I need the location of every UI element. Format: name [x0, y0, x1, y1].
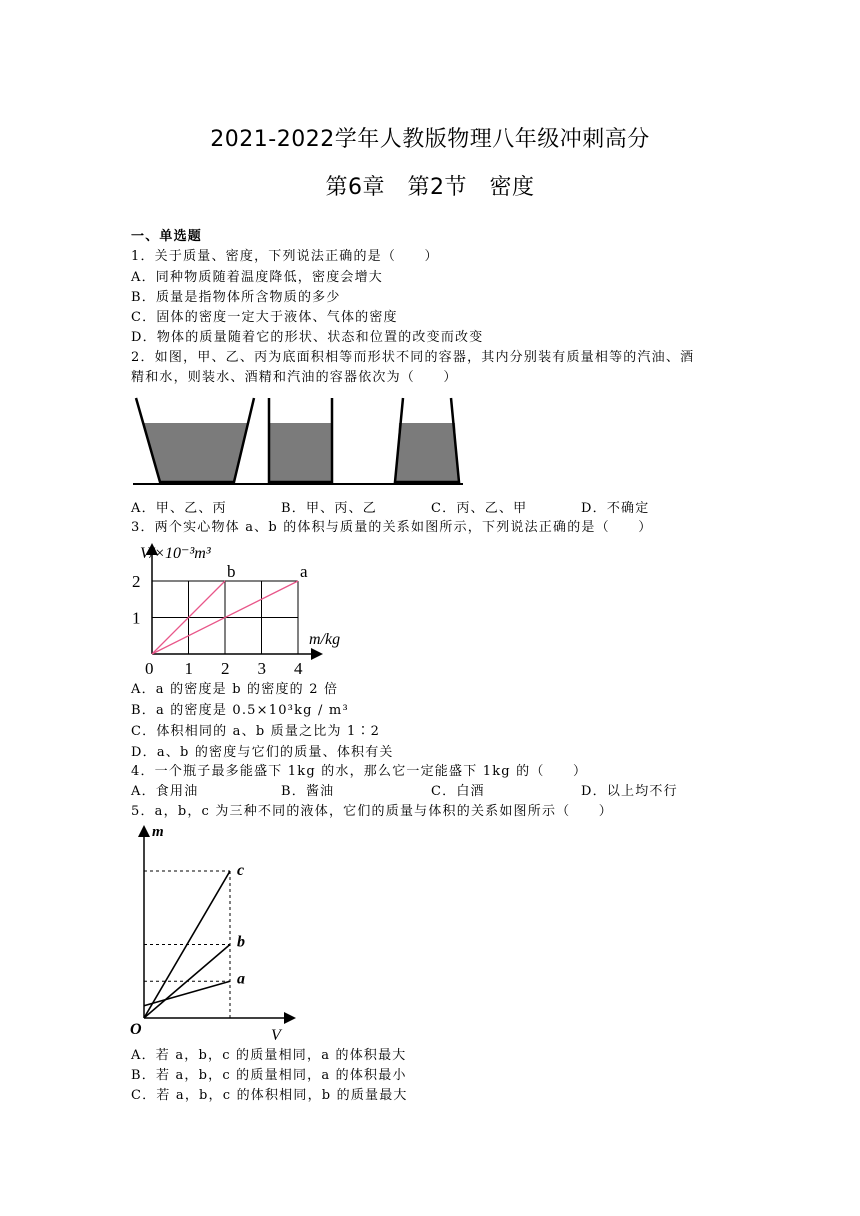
q3-option-d: D．a、b 的密度与它们的质量、体积有关 — [131, 745, 394, 760]
q3-series-label-b: b — [227, 562, 236, 581]
q3-option-c: C．体积相同的 a、b 质量之比为 1∶2 — [131, 724, 381, 739]
q3-option-b: B．a 的密度是 0.5×10³kg / m³ — [131, 703, 349, 718]
q5-chart — [128, 822, 298, 1044]
containers-figure — [128, 393, 468, 493]
q5-option-b: B．若 a，b，c 的质量相同，a 的体积最小 — [131, 1068, 407, 1083]
q2-options — [131, 499, 649, 519]
q1-option-a: A．同种物质随着温度降低，密度会增大 — [131, 270, 383, 285]
q3-series-label-a: a — [300, 562, 308, 581]
q5-x-axis-label: V — [271, 1027, 281, 1044]
q4-option-a: A．食用油 — [131, 784, 199, 799]
q5-y-axis-label: m — [152, 824, 164, 840]
q2-stem-line2: 精和水，则装水、酒精和汽油的容器依次为（ ） — [131, 370, 458, 385]
q5-option-c: C．若 a，b，c 的体积相同，b 的质量最大 — [131, 1088, 408, 1103]
q5-series-label-b: b — [237, 933, 245, 951]
q3-x-tick-label: 3 — [257, 659, 266, 678]
q3-y-tick-label: 1 — [132, 608, 141, 628]
q2-option-b: B．甲、丙、乙 — [281, 501, 377, 516]
q5-series-label-a: a — [237, 970, 245, 988]
q2-option-a: A．甲、乙、丙 — [131, 501, 227, 516]
q4-option-b: B．酱油 — [281, 784, 335, 799]
document-subtitle: 第6章 第2节 密度 — [325, 175, 535, 200]
q3-y-axis-label: V/×10⁻³m³ — [140, 545, 211, 562]
q5-series-label-c: c — [237, 862, 245, 879]
container-yi-liquid — [269, 423, 332, 482]
q3-x-tick-label: 2 — [221, 659, 230, 678]
q5-series-line-a — [144, 981, 230, 1006]
q3-chart — [128, 538, 358, 678]
section-heading: 一、单选题 — [131, 229, 203, 244]
q1-option-c: C．固体的密度一定大于液体、气体的密度 — [131, 310, 398, 325]
container-bing-liquid — [396, 423, 458, 482]
q3-y-tick-label: 2 — [132, 572, 141, 591]
q2-option-d: D．不确定 — [581, 501, 650, 516]
q1-stem: 1．关于质量、密度，下列说法正确的是（ ） — [131, 249, 439, 264]
q5-stem: 5．a，b，c 为三种不同的液体，它们的质量与体积的关系如图所示（ ） — [131, 804, 613, 819]
q3-stem: 3．两个实心物体 a、b 的体积与质量的关系如图所示，下列说法正确的是（ ） — [131, 520, 653, 535]
q2-stem-line1: 2．如图，甲、乙、丙为底面积相等而形状不同的容器，其内分别装有质量相等的汽油、酒 — [131, 350, 695, 365]
q1-option-b: B．质量是指物体所含物质的多少 — [131, 290, 341, 305]
q3-option-a: A．a 的密度是 b 的密度的 2 倍 — [131, 682, 339, 697]
q4-option-d: D．以上均不行 — [581, 784, 678, 799]
q5-option-a: A．若 a，b，c 的质量相同，a 的体积最大 — [131, 1048, 407, 1063]
q3-x-tick-label: 1 — [184, 659, 193, 678]
q2-option-c: C．丙、乙、甲 — [431, 501, 528, 516]
q3-x-tick-label: 4 — [294, 659, 303, 678]
q3-x-axis-label: m/kg — [309, 631, 341, 648]
document-title: 2021-2022学年人教版物理八年级冲刺高分 — [210, 127, 650, 152]
q4-options — [131, 782, 678, 802]
q1-option-d: D．物体的质量随着它的形状、状态和位置的改变而改变 — [131, 330, 484, 345]
q5-origin-label: O — [130, 1021, 142, 1038]
q4-stem: 4．一个瓶子最多能盛下 1kg 的水，那么它一定能盛下 1kg 的（ ） — [131, 764, 588, 779]
q3-x-tick-label: 0 — [145, 659, 154, 678]
q4-option-c: C．白酒 — [431, 784, 485, 799]
